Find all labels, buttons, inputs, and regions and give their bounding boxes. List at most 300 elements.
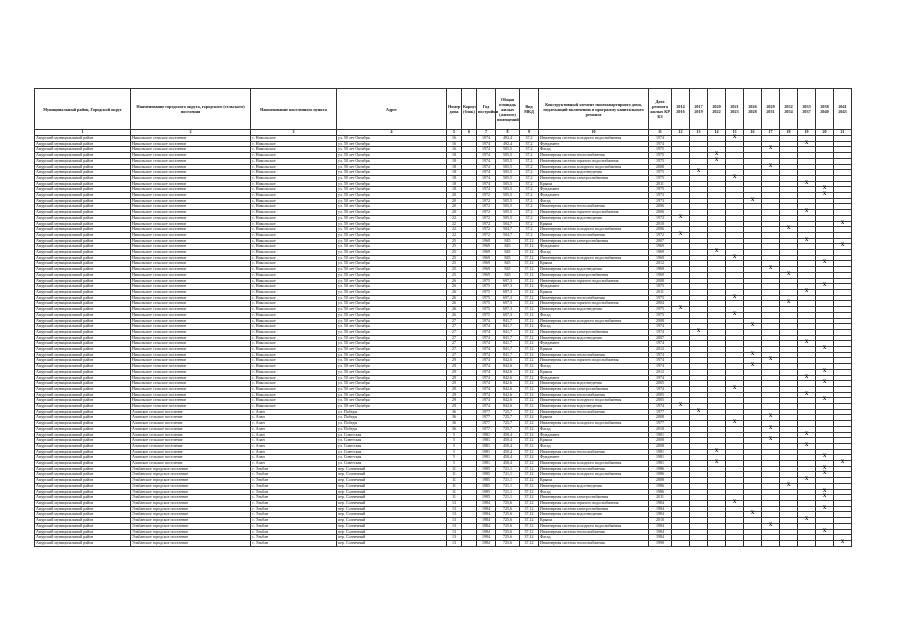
table-cell: 492,4 [496,141,520,147]
table-cell: 845 [496,272,520,278]
table-cell: Инженерная система электроснабжения [539,386,649,392]
table-cell: с. Никольское [251,204,337,210]
column-header: Номер дома [447,89,462,130]
table-cell: 29 [447,381,462,387]
table-cell: ул. Советская [337,455,447,461]
table-cell: 37,12 [520,432,539,438]
table-cell: 37,12 [520,335,539,341]
table-cell: Инженерная система водоотведения [539,483,649,489]
table-cell: Инженерная система электроснабжения [539,238,649,244]
table-cell: с. Никольское [251,261,337,267]
table-cell: 2012 [649,369,672,375]
table-cell: 697,3 [496,312,520,318]
table-cell: Амурский муниципальный район [35,153,131,159]
table-cell: Инженерная система теплоснабжения [539,295,649,301]
table-cell: с. Никольское [251,153,337,159]
table-cell: с. Никольское [251,175,337,181]
table-cell: 842,6 [496,369,520,375]
table-cell: 842,6 [496,392,520,398]
table-cell: 1984 [649,506,672,512]
table-cell: Никольское сельское поселение [131,136,251,142]
table-cell: 1974 [649,386,672,392]
table-cell: с. Никольское [251,221,337,227]
table-cell: 1985 [477,483,496,489]
table-cell: Никольское сельское поселение [131,404,251,410]
table-cell: 2010 [649,518,672,524]
table-cell: 37,12 [520,364,539,370]
table-cell: 1975 [477,278,496,284]
table-cell: 1986 [649,472,672,478]
table-cell: Амурский муниципальный район [35,369,131,375]
table-cell: 37,12 [520,478,539,484]
table-cell: 1975 [477,284,496,290]
table-cell: 37,12 [520,358,539,364]
table-cell: 29 [447,404,462,410]
table-cell: Никольское сельское поселение [131,255,251,261]
period-mark-cell: X [798,181,816,187]
table-cell: ул. 50 лет Октября [337,193,447,199]
table-cell: Крыша [539,518,649,524]
table-cell: ул. Советская [337,432,447,438]
table-cell: Инженерная система горячего водоснабжения [539,301,649,307]
table-cell: 13 [447,523,462,529]
table-cell: 37,12 [520,438,539,444]
table-cell: Инженерная система теплоснабжения [539,352,649,358]
table-cell: 1984 [477,529,496,535]
table-cell: 1974 [649,136,672,142]
column-header: 2032 2034 [780,89,798,130]
table-cell: 725,7 [496,421,520,427]
table-cell: 1975 [649,170,672,176]
table-cell: ул. 50 лет Октября [337,324,447,330]
period-mark-cell: X [798,341,816,347]
table-cell: с. Никольское [251,364,337,370]
table-cell: 505,5 [496,193,520,199]
table-cell: с. Никольское [251,404,337,410]
table-cell: с. Никольское [251,278,337,284]
column-number: 7 [477,130,496,136]
table-cell: Ачанское сельское поселение [131,409,251,415]
table-cell: 725,7 [496,426,520,432]
table-cell: 505,5 [496,210,520,216]
table-cell: 845 [496,267,520,273]
period-mark-cell: X [834,540,852,546]
table-cell: ул. 50 лет Октября [337,386,447,392]
column-header: Общая площадь жилых (жилого) помещений [496,89,520,130]
period-mark-cell: X [726,386,744,392]
period-mark-cell: X [762,438,780,444]
period-mark-cell: X [816,369,834,375]
table-cell: 1974 [477,141,496,147]
table-cell: Амурский муниципальный район [35,267,131,273]
table-cell: Инженерная система горячего водоснабжения [539,158,649,164]
table-cell: с. Никольское [251,386,337,392]
table-cell: пер. Солнечный [337,478,447,484]
table-cell: 1974 [477,392,496,398]
table-cell: Амурский муниципальный район [35,483,131,489]
table-cell: 5 [447,432,462,438]
table-cell: Эльбанское городское поселение [131,483,251,489]
table-cell: 1975 [649,175,672,181]
table-cell: Никольское сельское поселение [131,170,251,176]
table-cell: Никольское сельское поселение [131,261,251,267]
table-cell: 505,5 [496,170,520,176]
table-cell: 504,7 [496,227,520,233]
table-cell: 20 [447,198,462,204]
table-cell: 1984 [649,512,672,518]
table-cell: 1974 [477,318,496,324]
table-cell: с. Эльбан [251,472,337,478]
column-header: 2026 2028 [744,89,762,130]
table-cell: 20 [447,204,462,210]
table-cell: 37,12 [520,523,539,529]
period-mark-cell: X [726,312,744,318]
column-header: 2021 2023 [726,89,744,130]
table-cell: Амурский муниципальный район [35,284,131,290]
table-cell: Эльбанское городское поселение [131,489,251,495]
period-mark-cell [744,540,762,546]
period-mark-cell: X [834,244,852,250]
table-cell: Амурский муниципальный район [35,432,131,438]
table-cell: Ачанское сельское поселение [131,455,251,461]
table-cell: 37,12 [520,255,539,261]
table-cell: Никольское сельское поселение [131,198,251,204]
table-cell: с. Никольское [251,392,337,398]
table-cell: 1974 [477,358,496,364]
table-cell: 1981 [477,461,496,467]
table-cell: Никольское сельское поселение [131,289,251,295]
table-cell: пер. Солнечный [337,512,447,518]
table-cell: 37,12 [520,244,539,250]
column-header: Год постройки [477,89,496,130]
table-cell: Никольское сельское поселение [131,369,251,375]
table-cell: Никольское сельское поселение [131,250,251,256]
table-cell: Амурский муниципальный район [35,272,131,278]
column-number: 11 [649,130,672,136]
table-cell: 1973 [649,193,672,199]
period-mark-cell: X [762,523,780,529]
table-cell: 1974 [477,181,496,187]
table-cell: Амурский муниципальный район [35,307,131,313]
period-mark-cell: X [816,347,834,353]
period-mark-cell: X [744,352,762,358]
column-header: Наименование городского округа, городского (сельского) поселения [131,89,251,130]
table-cell: ул. 50 лет Октября [337,267,447,273]
table-cell: 18 [447,181,462,187]
table-cell: 36 [447,421,462,427]
table-cell: ул. 50 лет Октября [337,358,447,364]
table-cell: 1984 [649,523,672,529]
table-cell: 725,6 [496,512,520,518]
period-mark-cell: X [798,443,816,449]
table-cell: Амурский муниципальный район [35,495,131,501]
table-cell: Фундамент [539,244,649,250]
table-cell: 1974 [477,175,496,181]
table-cell: Амурский муниципальный район [35,501,131,507]
table-cell: 450,4 [496,455,520,461]
table-cell: 25 [447,238,462,244]
period-mark-cell: X [798,141,816,147]
table-cell: 1969 [477,244,496,250]
table-cell: Инженерная система горячего водоснабжения [539,358,649,364]
table-cell: Амурский муниципальный район [35,455,131,461]
table-cell: Крыша [539,347,649,353]
table-cell: 37,12 [520,381,539,387]
table-cell: Амурский муниципальный район [35,181,131,187]
table-cell: Никольское сельское поселение [131,392,251,398]
period-mark-cell: X [816,489,834,495]
table-cell: с. Ачан [251,432,337,438]
table-cell: Амурский муниципальный район [35,210,131,216]
table-cell: 37,2 [520,136,539,142]
table-cell: 37,12 [520,289,539,295]
table-cell: Амурский муниципальный район [35,518,131,524]
table-cell: 25 [447,261,462,267]
period-mark-cell: X [708,158,726,164]
table-cell: ул. 50 лет Октября [337,335,447,341]
period-mark-cell: X [834,221,852,227]
table-cell: 1974 [477,398,496,404]
table-cell: Ачанское сельское поселение [131,449,251,455]
table-cell: 1981 [477,443,496,449]
table-cell: 1974 [477,341,496,347]
period-mark-cell: X [708,153,726,159]
table-cell: Никольское сельское поселение [131,215,251,221]
table-cell: Никольское сельское поселение [131,244,251,250]
table-cell: Никольское сельское поселение [131,381,251,387]
table-cell: Никольское сельское поселение [131,398,251,404]
table-cell: Амурский муниципальный район [35,535,131,541]
table-cell: ул. 50 лет Октября [337,272,447,278]
table-cell: 37,12 [520,267,539,273]
table-cell: с. Никольское [251,267,337,273]
period-mark-cell: X [816,398,834,404]
table-cell: 37,12 [520,329,539,335]
table-cell: 721,1 [496,495,520,501]
table-cell: 2011 [649,181,672,187]
table-cell: 18 [447,164,462,170]
table-cell: 1981 [477,438,496,444]
table-cell: Инженерная система горячего водоснабжения [539,210,649,216]
column-number: 12 [672,130,690,136]
table-cell: 1984 [477,523,496,529]
table-cell: 1981 [477,432,496,438]
table-cell: 26 [447,278,462,284]
table-cell: с. Никольское [251,227,337,233]
table-cell: ул. 50 лет Октября [337,204,447,210]
table-cell: 37,12 [520,307,539,313]
table-cell: 725,6 [496,518,520,524]
table-cell: Амурский муниципальный район [35,512,131,518]
table-cell: ул. 50 лет Октября [337,198,447,204]
table-cell: с. Никольское [251,284,337,290]
table-cell: Никольское сельское поселение [131,158,251,164]
period-mark-cell: X [726,136,744,142]
table-cell: Инженерная система водоотведения [539,335,649,341]
table-cell: 845 [496,238,520,244]
table-cell: 842,6 [496,386,520,392]
table-cell: 1975 [477,295,496,301]
table-cell: 37,2 [520,158,539,164]
table-cell: 1975 [649,312,672,318]
table-cell: Никольское сельское поселение [131,141,251,147]
period-mark-cell: X [762,147,780,153]
table-cell: 697,3 [496,295,520,301]
table-cell: Эльбанское городское поселение [131,501,251,507]
table-cell: 37,2 [520,227,539,233]
table-cell: Фундамент [539,141,649,147]
table-cell: 37,2 [520,141,539,147]
table-cell: Никольское сельское поселение [131,181,251,187]
column-number: 18 [780,130,798,136]
table-cell: Никольское сельское поселение [131,232,251,238]
table-cell: Амурский муниципальный район [35,506,131,512]
table-cell: 37,12 [520,501,539,507]
table-cell: 1969 [477,261,496,267]
table-cell: 2008 [649,443,672,449]
table-cell: с. Эльбан [251,501,337,507]
column-number: 20 [816,130,834,136]
table-cell: 450,4 [496,438,520,444]
table-cell: Никольское сельское поселение [131,335,251,341]
period-mark-cell [762,540,780,546]
column-number: 19 [798,130,816,136]
table-cell: Инженерная система водоотведения [539,170,649,176]
table-cell: с. Никольское [251,347,337,353]
table-cell: Амурский муниципальный район [35,472,131,478]
column-number: 1 [35,130,131,136]
table-cell: 37,12 [520,369,539,375]
table-cell: Фундамент [539,432,649,438]
table-cell: Никольское сельское поселение [131,193,251,199]
table-cell: Амурский муниципальный район [35,415,131,421]
column-number: 2 [131,130,251,136]
table-cell: 1981 [477,455,496,461]
table-cell: с. Эльбан [251,478,337,484]
table-cell: Амурский муниципальный район [35,329,131,335]
table-cell: 2005 [649,381,672,387]
table-cell: 721,1 [496,472,520,478]
table-cell: 37,12 [520,250,539,256]
table-cell: 725,6 [496,501,520,507]
table-cell: ул. 50 лет Октября [337,232,447,238]
table-cell: 37,12 [520,392,539,398]
table-cell: 26 [447,284,462,290]
table-cell: 1975 [477,289,496,295]
table-cell: с. Никольское [251,238,337,244]
table-cell: с. Никольское [251,289,337,295]
column-number: 21 [834,130,852,136]
table-cell: Амурский муниципальный район [35,221,131,227]
table-cell: с. Эльбан [251,518,337,524]
period-mark-cell: X [798,238,816,244]
period-mark-cell: X [726,295,744,301]
period-mark-cell: X [816,193,834,199]
table-cell: с. Никольское [251,193,337,199]
table-cell: 37,2 [520,181,539,187]
column-number: 16 [744,130,762,136]
table-cell: 25 [447,255,462,261]
table-cell: Инженерная система теплоснабжения [539,529,649,535]
table-cell: ул. 50 лет Октября [337,187,447,193]
table-cell: с. Эльбан [251,495,337,501]
table-cell: 2011 [649,495,672,501]
table-cell: ул. 50 лет Октября [337,221,447,227]
column-header: 2041 2043 [834,89,852,130]
table-cell: с. Никольское [251,381,337,387]
table-cell: с. Никольское [251,272,337,278]
table-cell: 697,3 [496,278,520,284]
table-cell: Амурский муниципальный район [35,227,131,233]
table-cell: 1974 [477,352,496,358]
table-cell: Никольское сельское поселение [131,221,251,227]
table-cell: ул. 50 лет Октября [337,312,447,318]
table-cell: Амурский муниципальный район [35,341,131,347]
table-cell: 29 [447,375,462,381]
period-mark-cell [690,540,708,546]
table-cell: 1972 [649,232,672,238]
table-cell: Амурский муниципальный район [35,392,131,398]
table-cell: 13 [447,540,462,546]
period-mark-cell [798,540,816,546]
table-cell: ул. 50 лет Октября [337,352,447,358]
table-cell: 1984 [477,506,496,512]
table-cell: 37,2 [520,210,539,216]
table-cell: 725,7 [496,415,520,421]
table-cell: 1969 [649,267,672,273]
table-cell: с. Никольское [251,158,337,164]
period-mark-cell [672,540,690,546]
table-cell: 1975 [477,312,496,318]
table-cell: 16 [447,147,462,153]
table-cell: 1973 [649,198,672,204]
table-cell: Никольское сельское поселение [131,364,251,370]
table-cell: с. Ачан [251,461,337,467]
table-cell: с. Никольское [251,244,337,250]
table-cell: 5 [447,438,462,444]
table-cell: 1977 [477,409,496,415]
table-cell: ул. 50 лет Октября [337,215,447,221]
table-cell: Инженерная система холодного водоснабжения [539,255,649,261]
table-cell: с. Эльбан [251,489,337,495]
table-cell: Амурский муниципальный район [35,244,131,250]
table-cell: Амурский муниципальный район [35,170,131,176]
table-cell: 1985 [477,489,496,495]
table-cell: Инженерная система холодного водоснабжения [539,227,649,233]
table-cell: 1974 [649,375,672,381]
table-cell: 37,12 [520,284,539,290]
table-cell: 505,5 [496,147,520,153]
table-cell: 1975 [649,147,672,153]
table-cell: 29 [447,369,462,375]
table-cell: 1974 [477,187,496,193]
table-cell: 2012 [649,347,672,353]
table-cell: ул. 50 лет Октября [337,329,447,335]
table-cell: Амурский муниципальный район [35,147,131,153]
column-header: 2029 2031 [762,89,780,130]
table-cell: пер. Солнечный [337,535,447,541]
table-cell: 1972 [477,215,496,221]
table-cell: ул. 50 лет Октября [337,347,447,353]
table-cell: Фасад [539,535,649,541]
table-cell: 20 [447,193,462,199]
table-cell: ул. 50 лет Октября [337,392,447,398]
table-cell: ул. 50 лет Октября [337,381,447,387]
table-cell: 1984 [477,501,496,507]
table-cell: 841,7 [496,329,520,335]
table-cell: Эльбанское городское поселение [131,512,251,518]
table-cell: Крыша [539,261,649,267]
